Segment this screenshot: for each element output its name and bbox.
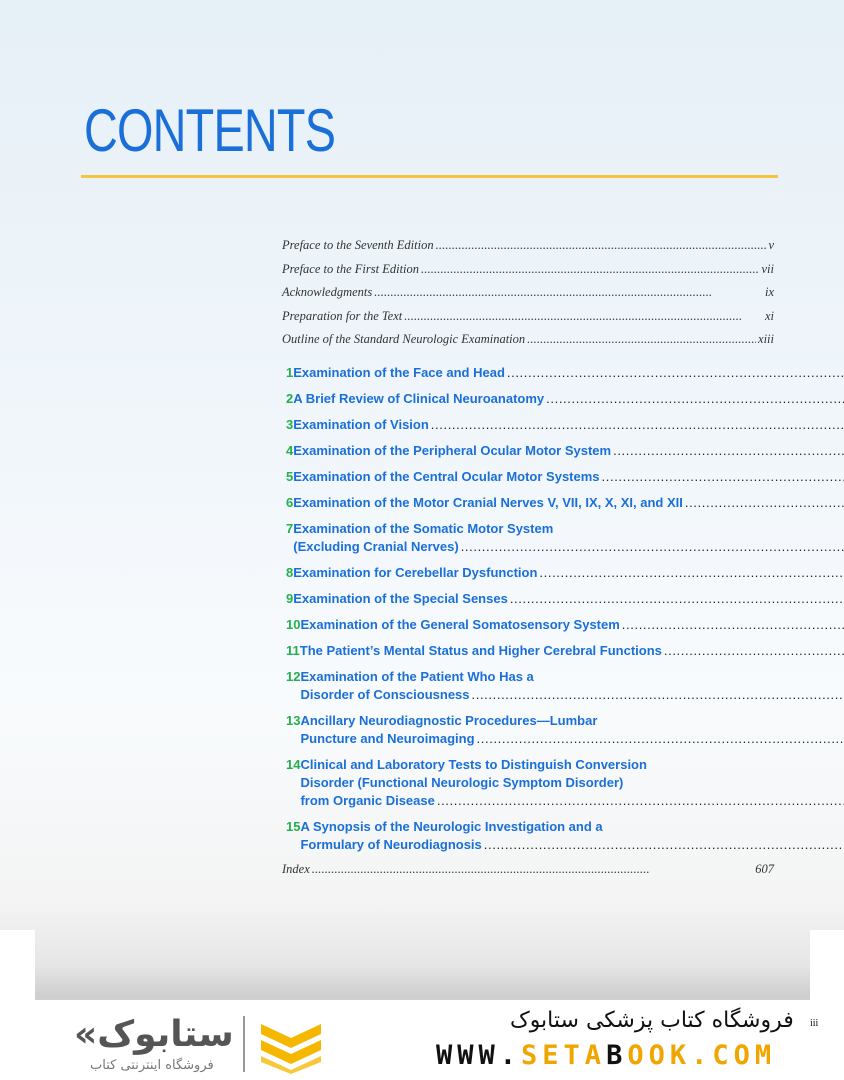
chapter-title: Examination of the Central Ocular Motor Systems bbox=[293, 468, 600, 484]
chapter-title-line bbox=[293, 364, 844, 382]
chapter-title: Disorder of Consciousness bbox=[300, 686, 470, 702]
chapter-entry[interactable] bbox=[282, 390, 774, 408]
leader-dots bbox=[484, 836, 844, 854]
chapter-title: A Brief Review of Clinical Neuroanatomy bbox=[293, 390, 545, 406]
entry-title: Outline of the Standard Neurologic Examination bbox=[282, 332, 526, 346]
chapter-entry[interactable] bbox=[282, 818, 774, 854]
chapter-number: 7 bbox=[286, 520, 294, 536]
page-title: CONTENTS bbox=[84, 97, 336, 164]
store-url[interactable] bbox=[436, 1040, 776, 1071]
chapter-title-line bbox=[293, 494, 844, 512]
leader-dots bbox=[404, 309, 763, 324]
chapter-title: Formulary of Neurodiagnosis bbox=[300, 836, 482, 852]
chapter-number: 15 bbox=[286, 818, 301, 834]
chapter-entry[interactable] bbox=[282, 616, 774, 634]
entry-title: Preface to the Seventh Edition bbox=[282, 238, 434, 252]
leader-dots bbox=[664, 642, 844, 660]
chapter-title-line bbox=[293, 590, 844, 608]
table-of-contents bbox=[282, 238, 774, 885]
leader-dots bbox=[507, 364, 844, 382]
chapter-title: Examination of Vision bbox=[293, 416, 429, 432]
chapter-title: Ancillary Neurodiagnostic Procedures—Lumbar bbox=[300, 712, 598, 728]
setabook-logo[interactable] bbox=[74, 1014, 234, 1074]
chevron-logo-icon bbox=[255, 1018, 327, 1074]
chapter-title-line bbox=[300, 642, 844, 660]
front-matter-entry[interactable] bbox=[282, 309, 774, 333]
chapter-title: Examination of the Peripheral Ocular Motor System bbox=[293, 442, 612, 458]
chapter-body bbox=[293, 416, 844, 434]
chapter-number: 3 bbox=[286, 416, 294, 432]
chapter-title: Examination of the General Somatosensory System bbox=[300, 616, 620, 632]
chapter-title: Examination of the Special Senses bbox=[293, 590, 508, 606]
chapter-title: Disorder (Functional Neurologic Symptom Disorder) bbox=[300, 774, 624, 790]
url-part-ook: OOK.COM bbox=[627, 1040, 777, 1071]
chapter-title-line bbox=[300, 756, 844, 774]
chapter-number: 1 bbox=[286, 364, 294, 380]
chapter-entry[interactable] bbox=[282, 756, 774, 810]
chapter-title: Examination of the Motor Cranial Nerves V, VII, IX, X, XI, and XII bbox=[293, 494, 683, 510]
index-title: Index bbox=[282, 861, 310, 876]
chapter-body bbox=[293, 390, 844, 408]
entry-page: xi bbox=[764, 308, 774, 323]
chapter-title: Clinical and Laboratory Tests to Distinguish Conversion bbox=[300, 756, 647, 772]
entry-page: ix bbox=[764, 285, 774, 299]
entry-page: vii bbox=[761, 261, 774, 276]
chapter-number: 13 bbox=[286, 712, 301, 728]
chapter-title: Examination of the Face and Head bbox=[293, 364, 505, 380]
chapter-number: 11 bbox=[286, 642, 300, 658]
chapter-entry[interactable] bbox=[282, 416, 774, 434]
chapter-body bbox=[293, 468, 844, 486]
chapter-body bbox=[300, 712, 844, 748]
front-matter-entry[interactable] bbox=[282, 332, 774, 356]
chapter-title-line bbox=[300, 836, 844, 854]
leader-dots bbox=[472, 686, 844, 704]
chapter-entry[interactable] bbox=[282, 668, 774, 704]
leader-dots bbox=[685, 494, 844, 512]
leader-dots bbox=[622, 616, 844, 634]
chapter-entry[interactable] bbox=[282, 364, 774, 382]
leader-dots bbox=[510, 590, 844, 608]
url-part-seta: SETA bbox=[521, 1040, 607, 1071]
chapter-entry[interactable] bbox=[282, 520, 774, 556]
chapter-number: 5 bbox=[286, 468, 294, 484]
chapter-title: Puncture and Neuroimaging bbox=[300, 730, 475, 746]
chapter-number: 9 bbox=[286, 590, 294, 606]
chapter-title-line bbox=[293, 538, 844, 556]
entry-title: Preparation for the Text bbox=[282, 308, 403, 323]
leader-dots bbox=[539, 564, 844, 582]
chapter-number: 14 bbox=[286, 756, 301, 772]
chapter-title-line bbox=[300, 730, 844, 748]
chapter-body bbox=[300, 642, 844, 660]
title-divider bbox=[81, 175, 778, 178]
chapter-title-line bbox=[293, 416, 844, 434]
chapter-entry[interactable] bbox=[282, 442, 774, 460]
chapter-title-line bbox=[300, 818, 844, 836]
chapter-title-line bbox=[300, 616, 844, 634]
chapter-entry[interactable] bbox=[282, 494, 774, 512]
chapter-title: Examination of the Patient Who Has a bbox=[300, 668, 534, 684]
chapter-number: 12 bbox=[286, 668, 301, 684]
chapter-entry[interactable] bbox=[282, 590, 774, 608]
front-matter-entry[interactable] bbox=[282, 262, 774, 286]
page-margin-right bbox=[810, 930, 844, 1000]
chapter-title: Examination of the Somatic Motor System bbox=[293, 520, 554, 536]
front-matter-entry[interactable] bbox=[282, 238, 774, 262]
url-part-www: WWW. bbox=[436, 1040, 522, 1071]
chapter-number: 2 bbox=[286, 390, 294, 406]
chapter-entry[interactable] bbox=[282, 712, 774, 748]
footer-banner bbox=[0, 1000, 844, 1080]
leader-dots bbox=[602, 468, 844, 486]
chapter-title-line bbox=[300, 668, 844, 686]
chapter-number: 4 bbox=[286, 442, 294, 458]
leader-dots bbox=[374, 285, 763, 300]
leader-dots bbox=[421, 262, 759, 277]
leader-dots bbox=[436, 238, 767, 253]
logo-wordmark: «ستابوک bbox=[74, 1014, 234, 1055]
chapter-entry[interactable] bbox=[282, 468, 774, 486]
index-entry[interactable] bbox=[282, 862, 774, 886]
chapter-title: (Excluding Cranial Nerves) bbox=[293, 538, 459, 554]
chapter-title-line bbox=[293, 442, 844, 460]
leader-dots bbox=[477, 730, 844, 748]
chapter-body bbox=[300, 668, 844, 704]
leader-dots bbox=[461, 538, 844, 556]
chapter-title-line bbox=[293, 564, 844, 582]
leader-dots bbox=[437, 792, 844, 810]
logo-subtitle: فروشگاه اینترنتی کتاب bbox=[90, 1058, 214, 1073]
chapter-title: The Patient’s Mental Status and Higher Cerebral Functions bbox=[299, 642, 662, 658]
chapter-title: Examination for Cerebellar Dysfunction bbox=[293, 564, 538, 580]
chapter-title-line bbox=[293, 520, 844, 538]
chapter-body bbox=[293, 564, 844, 582]
store-name: فروشگاه کتاب پزشکی ستابوک bbox=[510, 1008, 794, 1033]
chapter-entry[interactable] bbox=[282, 564, 774, 582]
chapter-entry[interactable] bbox=[282, 642, 774, 660]
leader-dots bbox=[546, 390, 844, 408]
chapter-list bbox=[282, 364, 774, 854]
chapter-number: 8 bbox=[286, 564, 294, 580]
leader-dots bbox=[613, 442, 844, 460]
entry-title: Acknowledgments bbox=[282, 285, 373, 299]
chapter-body bbox=[300, 818, 844, 854]
url-part-b: B bbox=[606, 1040, 628, 1071]
chapter-title-line bbox=[300, 792, 844, 810]
chapter-body bbox=[293, 590, 844, 608]
entry-page: v bbox=[768, 238, 774, 252]
chapter-body bbox=[300, 756, 844, 810]
chapter-title-line bbox=[300, 712, 844, 730]
chapter-number: 10 bbox=[286, 616, 301, 632]
entry-title: Preface to the First Edition bbox=[282, 261, 420, 276]
front-matter-list bbox=[282, 238, 774, 356]
leader-dots bbox=[312, 862, 753, 877]
page-number: iii bbox=[810, 1018, 819, 1029]
chapter-number: 6 bbox=[286, 494, 294, 510]
chapter-title-line bbox=[293, 390, 844, 408]
leader-dots bbox=[527, 332, 756, 347]
chapter-body bbox=[300, 616, 844, 634]
index-page: 607 bbox=[755, 861, 774, 876]
entry-page: xiii bbox=[758, 332, 774, 346]
chapter-body bbox=[293, 442, 844, 460]
chapter-title-line bbox=[300, 686, 844, 704]
chapter-title: from Organic Disease bbox=[300, 792, 435, 808]
page-margin-left bbox=[0, 930, 35, 1000]
chapter-body bbox=[293, 364, 844, 382]
chapter-body bbox=[293, 520, 844, 556]
chapter-title-line bbox=[300, 774, 844, 792]
leader-dots bbox=[431, 416, 844, 434]
chapter-title-line bbox=[293, 468, 844, 486]
chapter-title: A Synopsis of the Neurologic Investigation and a bbox=[300, 818, 603, 834]
chapter-body bbox=[293, 494, 844, 512]
front-matter-entry[interactable] bbox=[282, 285, 774, 309]
logo-divider bbox=[243, 1016, 245, 1072]
